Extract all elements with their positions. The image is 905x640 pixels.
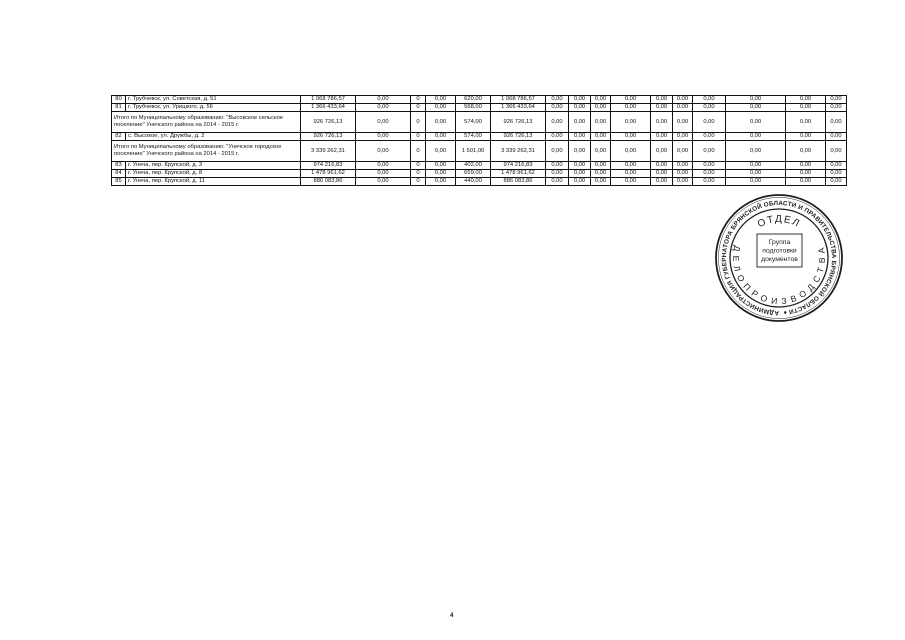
value-cell: 0,00 — [651, 104, 673, 112]
value-cell: 0,00 — [651, 178, 673, 186]
value-cell: 0,00 — [569, 170, 591, 178]
value-cell: 0,00 — [786, 96, 826, 104]
value-cell: 0 — [411, 141, 426, 162]
value-cell: 1 501,00 — [456, 141, 491, 162]
table-row — [112, 104, 847, 112]
row-number: 85 — [112, 178, 126, 186]
value-cell: 3 339 262,31 — [301, 141, 356, 162]
stamp-center-line-3: документов — [761, 256, 798, 263]
value-cell: 0,00 — [611, 141, 651, 162]
value-cell: 1 366 433,64 — [301, 104, 356, 112]
value-cell: 0,00 — [673, 133, 693, 141]
value-cell: 0,00 — [611, 170, 651, 178]
value-cell: 440,00 — [456, 178, 491, 186]
value-cell: 0,00 — [426, 141, 456, 162]
value-cell: 0,00 — [786, 162, 826, 170]
value-cell: 0,00 — [591, 170, 611, 178]
value-cell: 0,00 — [546, 162, 569, 170]
value-cell: 0,00 — [651, 96, 673, 104]
stamp-center-line-2: подготовки — [762, 247, 797, 255]
value-cell: 0,00 — [726, 162, 786, 170]
value-cell: 0,00 — [826, 178, 847, 186]
value-cell: 0,00 — [546, 178, 569, 186]
value-cell: 0 — [411, 170, 426, 178]
value-cell: 0,00 — [356, 96, 411, 104]
value-cell: 0,00 — [356, 178, 411, 186]
data-table — [111, 95, 847, 186]
value-cell: 1 068 786,57 — [491, 96, 546, 104]
value-cell: 0,00 — [591, 178, 611, 186]
value-cell: 0 — [411, 96, 426, 104]
value-cell: 0,00 — [426, 133, 456, 141]
value-cell: 0,00 — [786, 133, 826, 141]
value-cell: 0,00 — [826, 141, 847, 162]
value-cell: 0,00 — [651, 141, 673, 162]
address-cell: г. Трубчевск, ул. Советская, д. 51 — [126, 96, 301, 104]
value-cell: 886 083,86 — [301, 178, 356, 186]
value-cell: 0,00 — [546, 104, 569, 112]
row-number: 84 — [112, 170, 126, 178]
value-cell: 0,00 — [726, 178, 786, 186]
value-cell: 0,00 — [673, 178, 693, 186]
value-cell: 574,00 — [456, 133, 491, 141]
value-cell: 0,00 — [826, 104, 847, 112]
value-cell: 886 083,86 — [491, 178, 546, 186]
value-cell: 0,00 — [693, 133, 726, 141]
value-cell: 0,00 — [611, 96, 651, 104]
value-cell: 0,00 — [826, 133, 847, 141]
value-cell: 0,00 — [546, 112, 569, 133]
value-cell: 974 216,83 — [491, 162, 546, 170]
total-row — [112, 141, 847, 162]
value-cell: 0,00 — [786, 170, 826, 178]
value-cell: 0 — [411, 178, 426, 186]
value-cell: 0,00 — [726, 96, 786, 104]
value-cell: 0,00 — [591, 104, 611, 112]
address-cell: г. Унеча, пер. Крупской, д. 11 — [126, 178, 301, 186]
value-cell: 0,00 — [546, 170, 569, 178]
row-number: 81 — [112, 104, 126, 112]
value-cell: 0,00 — [591, 133, 611, 141]
value-cell: 0,00 — [611, 133, 651, 141]
row-number: 82 — [112, 133, 126, 141]
address-cell: г. Трубчевск, ул. Урицкого, д. 56 — [126, 104, 301, 112]
value-cell: 0,00 — [786, 112, 826, 133]
value-cell: 3 339 262,31 — [491, 141, 546, 162]
value-cell: 0,00 — [546, 141, 569, 162]
table-row — [112, 96, 847, 104]
value-cell: 659,00 — [456, 170, 491, 178]
value-cell: 0,00 — [426, 178, 456, 186]
value-cell: 0,00 — [693, 178, 726, 186]
row-number: 80 — [112, 96, 126, 104]
value-cell: 0 — [411, 162, 426, 170]
page-number: 4 — [450, 613, 454, 619]
value-cell: 0,00 — [356, 104, 411, 112]
value-cell: 0,00 — [673, 162, 693, 170]
table-row — [112, 162, 847, 170]
value-cell: 0,00 — [611, 112, 651, 133]
value-cell: 0 — [411, 133, 426, 141]
value-cell: 1 068 786,57 — [301, 96, 356, 104]
value-cell: 0,00 — [726, 170, 786, 178]
value-cell: 0,00 — [426, 112, 456, 133]
stamp-outer-text: АДМИНИСТРАЦИЯ ГУБЕРНАТОРА БРЯНСКОЙ ОБЛАСТИ И ПРАВИТЕЛЬСТВА БРЯНСКОЙ ОБЛАСТИ ♦ — [720, 199, 838, 317]
value-cell: 0,00 — [569, 141, 591, 162]
value-cell: 0,00 — [826, 112, 847, 133]
address-cell: г. Унеча, пер. Крупской, д. 3 — [126, 162, 301, 170]
value-cell: 926 726,13 — [301, 133, 356, 141]
value-cell: 0,00 — [611, 178, 651, 186]
value-cell: 0,00 — [673, 112, 693, 133]
value-cell: 0,00 — [726, 112, 786, 133]
value-cell: 0,00 — [356, 133, 411, 141]
value-cell: 0,00 — [569, 112, 591, 133]
value-cell: 0,00 — [786, 104, 826, 112]
table-row — [112, 170, 847, 178]
table-row — [112, 178, 847, 186]
value-cell: 0,00 — [546, 96, 569, 104]
stamp-center-line-1: Группа — [768, 239, 791, 246]
value-cell: 0,00 — [546, 133, 569, 141]
official-stamp — [714, 193, 844, 323]
value-cell: 0,00 — [611, 104, 651, 112]
row-number: 83 — [112, 162, 126, 170]
value-cell: 0,00 — [693, 96, 726, 104]
value-cell: 0,00 — [651, 162, 673, 170]
value-cell: 0,00 — [611, 162, 651, 170]
total-row — [112, 112, 847, 133]
value-cell: 0 — [411, 112, 426, 133]
value-cell: 0,00 — [651, 170, 673, 178]
value-cell: 0,00 — [591, 162, 611, 170]
svg-text:ОТДЕЛ — [756, 214, 802, 230]
stamp-bottom-text: ДЕЛОПРОИЗВОДСТВА — [730, 244, 828, 307]
value-cell: 0,00 — [673, 96, 693, 104]
value-cell: 0,00 — [726, 133, 786, 141]
value-cell: 0,00 — [826, 170, 847, 178]
value-cell: 402,00 — [456, 162, 491, 170]
value-cell: 0,00 — [569, 133, 591, 141]
value-cell: 0,00 — [673, 141, 693, 162]
total-label: Итого по Муниципальному образованию: "Высокское сельское поселение" Унечского района на 2014 - 2015 г. — [112, 112, 301, 133]
value-cell: 0,00 — [651, 133, 673, 141]
address-cell: с. Высокое, ул. Дружбы, д. 2 — [126, 133, 301, 141]
value-cell: 0,00 — [693, 104, 726, 112]
value-cell: 620,00 — [456, 96, 491, 104]
value-cell: 0,00 — [569, 178, 591, 186]
value-cell: 0,00 — [426, 96, 456, 104]
value-cell: 0,00 — [426, 162, 456, 170]
value-cell: 0,00 — [591, 96, 611, 104]
value-cell: 1 478 961,62 — [491, 170, 546, 178]
value-cell: 0,00 — [693, 141, 726, 162]
value-cell: 0,00 — [786, 178, 826, 186]
value-cell: 0,00 — [356, 141, 411, 162]
value-cell: 0,00 — [569, 96, 591, 104]
value-cell: 1 478 961,62 — [301, 170, 356, 178]
value-cell: 574,00 — [456, 112, 491, 133]
value-cell: 926 726,13 — [491, 133, 546, 141]
value-cell: 926 726,13 — [301, 112, 356, 133]
value-cell: 0,00 — [356, 112, 411, 133]
value-cell: 0,00 — [356, 162, 411, 170]
address-cell: г. Унеча, пер. Крупской, д. 8 — [126, 170, 301, 178]
value-cell: 568,00 — [456, 104, 491, 112]
value-cell: 0,00 — [673, 104, 693, 112]
value-cell: 0,00 — [693, 112, 726, 133]
total-label: Итого по Муниципальному образованию: "Унечское городское поселение" Унечского района на 2014 - 2015 г. — [112, 141, 301, 162]
table-row — [112, 133, 847, 141]
value-cell: 0,00 — [693, 162, 726, 170]
value-cell: 0,00 — [726, 104, 786, 112]
value-cell: 0 — [411, 104, 426, 112]
table-body — [112, 96, 847, 186]
value-cell: 0,00 — [673, 170, 693, 178]
value-cell: 0,00 — [569, 104, 591, 112]
stamp-top-text: ОТДЕЛ — [755, 213, 803, 231]
value-cell: 0,00 — [693, 170, 726, 178]
value-cell: 0,00 — [569, 162, 591, 170]
value-cell: 974 216,83 — [301, 162, 356, 170]
value-cell: 0,00 — [786, 141, 826, 162]
value-cell: 0,00 — [356, 170, 411, 178]
value-cell: 0,00 — [826, 96, 847, 104]
value-cell: 0,00 — [426, 104, 456, 112]
value-cell: 0,00 — [426, 170, 456, 178]
value-cell: 0,00 — [651, 112, 673, 133]
value-cell: 0,00 — [726, 141, 786, 162]
value-cell: 1 366 433,64 — [491, 104, 546, 112]
value-cell: 0,00 — [591, 141, 611, 162]
value-cell: 0,00 — [591, 112, 611, 133]
value-cell: 0,00 — [826, 162, 847, 170]
value-cell: 926 726,13 — [491, 112, 546, 133]
